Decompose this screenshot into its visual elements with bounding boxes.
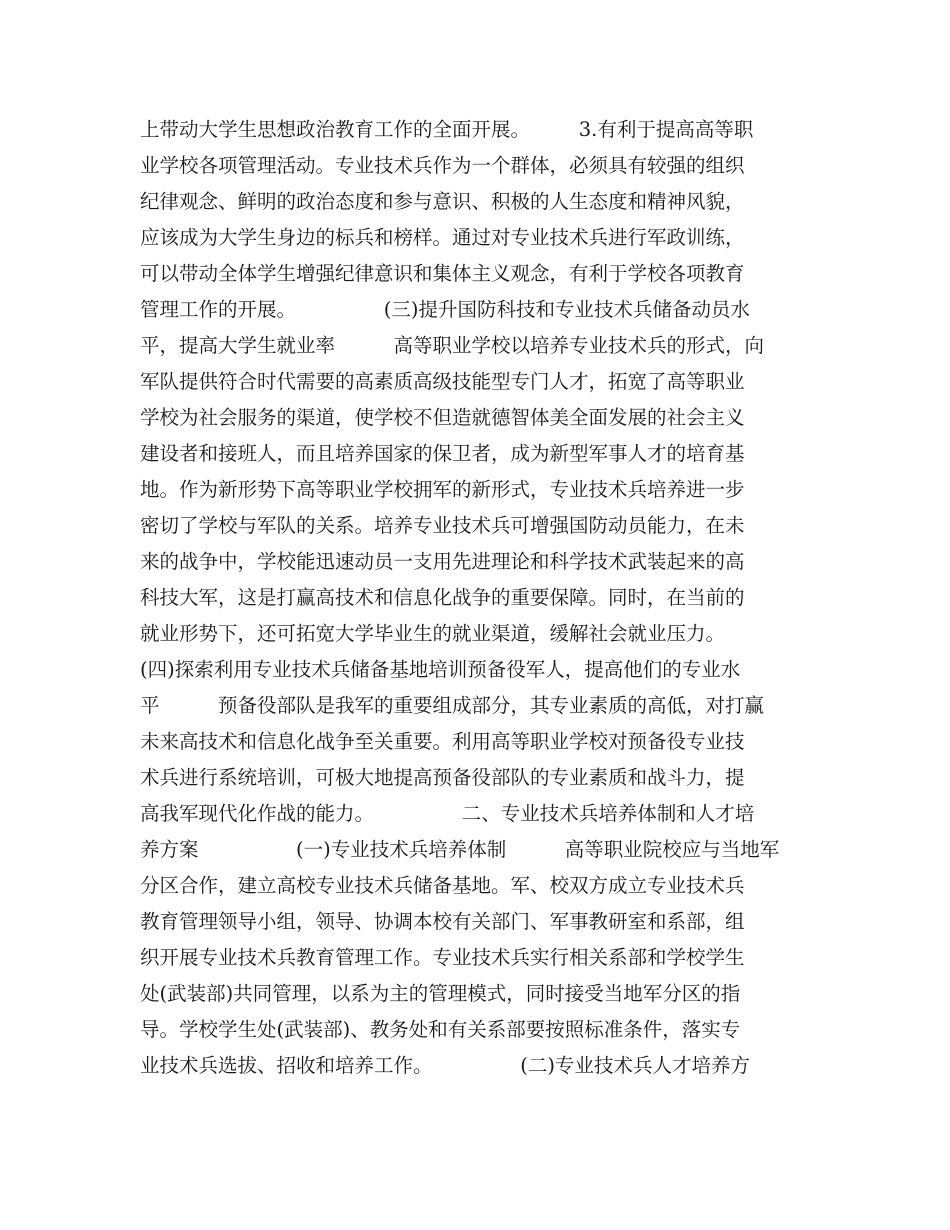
text-line: 业技术兵选拔、招收和培养工作。 (二)专业技术兵人才培养方 (140, 1054, 750, 1077)
text-line: 管理工作的开展。 (三)提升国防科技和专业技术兵储备动员水 (140, 298, 750, 321)
text-line: 导。学校学生处(武装部)、教务处和有关系部要按照标准条件，落实专 (140, 1018, 741, 1041)
text-line: 高我军现代化作战的能力。 二、专业技术兵培养体制和人才培 (140, 802, 755, 825)
text-line: 可以带动全体学生增强纪律意识和集体主义观念，有利于学校各项教育 (140, 262, 745, 285)
text-line: 业学校各项管理活动。专业技术兵作为一个群体，必须具有较强的组织 (140, 154, 745, 177)
text-line: 未来高技术和信息化战争至关重要。利用高等职业学校对预备役专业技 (140, 730, 745, 753)
text-line: 处(武装部)共同管理，以系为主的管理模式，同时接受当地军分区的指 (140, 982, 741, 1005)
text-line: 上带动大学生思想政治教育工作的全面开展。 3.有利于提高高等职 (140, 118, 754, 141)
text-line: 军队提供符合时代需要的高素质高级技能型专门人才，拓宽了高等职业 (140, 370, 745, 393)
text-line: 科技大军，这是打赢高技术和信息化战争的重要保障。同时，在当前的 (140, 586, 745, 609)
text-line: 术兵进行系统培训，可极大地提高预备役部队的专业素质和战斗力，提 (140, 766, 745, 789)
text-line: 建设者和接班人，而且培养国家的保卫者，成为新型军事人才的培育基 (140, 442, 745, 465)
text-line: (四)探索利用专业技术兵储备基地培训预备役军人，提高他们的专业水 (140, 658, 741, 681)
text-line: 学校为社会服务的渠道，使学校不但造就德智体美全面发展的社会主义 (140, 406, 745, 429)
text-line: 教育管理领导小组，领导、协调本校有关部门、军事教研室和系部，组 (140, 910, 745, 933)
text-line: 养方案 (一)专业技术兵培养体制 高等职业院校应与当地军 (140, 838, 780, 861)
text-line: 地。作为新形势下高等职业学校拥军的新形式，专业技术兵培养进一步 (140, 478, 745, 501)
text-line: 应该成为大学生身边的标兵和榜样。通过对专业技术兵进行军政训练， (140, 226, 745, 249)
body-text (140, 112, 820, 1084)
text-line: 平，提高大学生就业率 高等职业学校以培养专业技术兵的形式，向 (140, 334, 765, 357)
text-line: 来的战争中，学校能迅速动员一支用先进理论和科学技术武装起来的高 (140, 550, 745, 573)
text-line: 密切了学校与军队的关系。培养专业技术兵可增强国防动员能力，在未 (140, 514, 745, 537)
text-line: 纪律观念、鲜明的政治态度和参与意识、积极的人生态度和精神风貌， (140, 190, 745, 213)
text-line: 分区合作，建立高校专业技术兵储备基地。军、校双方成立专业技术兵 (140, 874, 745, 897)
text-line: 平 预备役部队是我军的重要组成部分，其专业素质的高低，对打赢 (140, 694, 765, 717)
text-line: 织开展专业技术兵教育管理工作。专业技术兵实行相关系部和学校学生 (140, 946, 745, 969)
text-line: 就业形势下，还可拓宽大学毕业生的就业渠道，缓解社会就业压力。 (140, 622, 726, 645)
